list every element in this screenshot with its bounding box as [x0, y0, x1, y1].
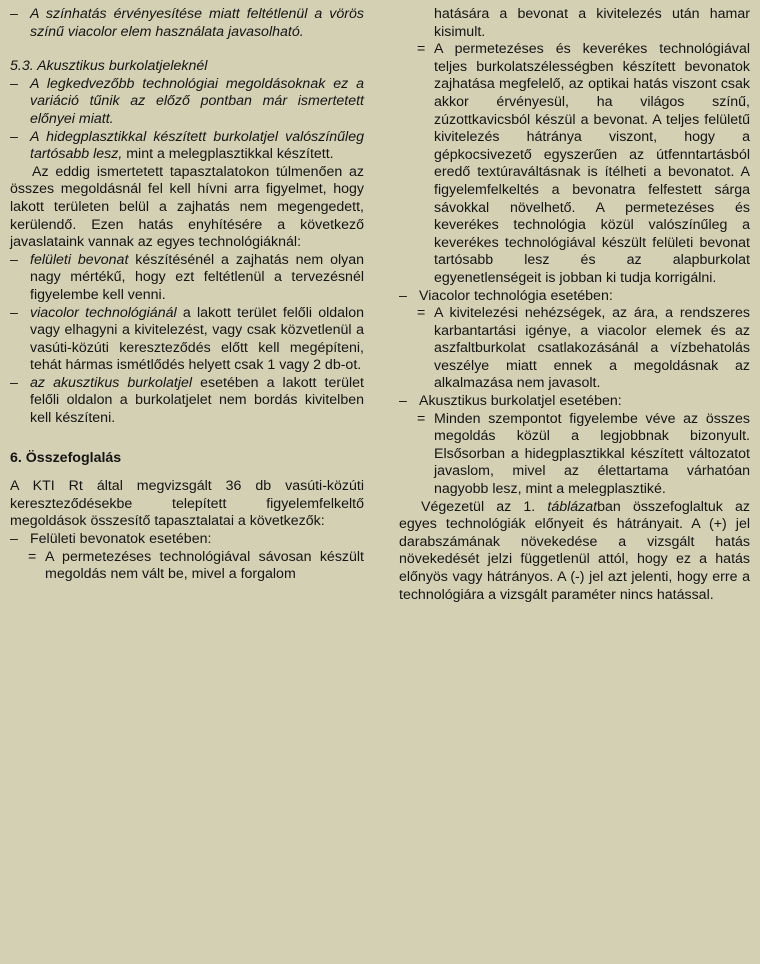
- subitem-continuation: [399, 6, 750, 41]
- bullet-text: Felületi bevonatok esetében:: [30, 531, 212, 548]
- eq-marker: =: [28, 548, 37, 565]
- dash-marker: –: [10, 251, 18, 268]
- dash-marker: –: [10, 304, 18, 321]
- paragraph-noise: Az eddig ismertetett tapasztalatokon túlmenően az összes megoldásnál fel kell hívni arra figyelmet, hogy lakott területen belül a zajhatás nem megengedett, kerülendő. Ezen hatás enyhítésére a következő javaslataink vannak az egyes technológiáknál:: [10, 163, 364, 251]
- bullet-text-italic: az akusztikus burkolatjel: [30, 374, 193, 391]
- bullet-red-viacolor: [10, 6, 364, 41]
- right-column: [399, 6, 750, 604]
- subitem-acoustic-best: [399, 411, 750, 499]
- dash-marker: –: [10, 6, 18, 22]
- dash-marker: –: [10, 531, 18, 548]
- table-reference: táblázat: [547, 498, 598, 515]
- bullet-text-italic: viacolor technológiánál: [30, 304, 177, 321]
- bullet-text: készítésénél a zajhatás nem olyan nagy mértékű, hogy ezt feltétlenül a tervezésnél figyelembe kell venni.: [30, 251, 364, 303]
- bullet-text-italic: A hidegplasztikkal készített burkolatjel valószínűleg tartósabb lesz,: [30, 128, 364, 163]
- section-heading-6: 6. Összefoglalás: [10, 449, 122, 466]
- bullet-cold-plastic: [10, 129, 364, 164]
- bullet-text: A legkedvezőbb technológiai megoldásoknak ez a variáció tűnik az előző pontban már ismertetett előnyei miatt.: [30, 75, 364, 127]
- bullet-text: mint a melegplasztikkal készített.: [122, 146, 334, 163]
- bullet-acoustic: [10, 375, 364, 428]
- subitem-text: Minden szempontot figyelembe véve az összes megoldás közül a legjobbnak bizonyult. Elsősorban a hidegplasztikkal készített változatot javaslom, mivel az élettartama várhatóan nagyobb lesz, mint a melegplasztiké.: [434, 410, 750, 498]
- bullet-surface-coating: [10, 252, 364, 305]
- eq-marker: =: [417, 305, 426, 322]
- dash-marker: –: [399, 393, 407, 410]
- subitem-text: A kivitelezési nehézségek, az ára, a rendszeres karbantartási igénye, a viacolor elemek és az aszfaltburkolat csatlakozásánál a vízbehatolás veszélye miatt ennek a megoldásnak az alkalmazása nem javasolt.: [434, 305, 750, 392]
- bullet-viacolor: [10, 305, 364, 375]
- bullet-text: Akusztikus burkolatjel esetében:: [419, 393, 622, 410]
- bullet-surface-coatings: [10, 531, 364, 549]
- bullet-acoustic-marking: [399, 393, 750, 411]
- bullet-text: A színhatás érvényesítése miatt feltétlenül a vörös színű viacolor elem használata javasolható.: [30, 6, 364, 40]
- bullet-text: a lakott terület felőli oldalon vagy elhagyni a kivitelezést, vagy csak közvetlenül a vasúti-közúti kereszteződés előtt kell megépíteni, tehát hármas ismétlődés helyett csak 1 vagy 2 db-ot.: [30, 304, 364, 374]
- subitem-text: A permetezéses technológiával sávosan készült megoldás nem vált be, mivel a forgalom: [45, 548, 364, 583]
- subitem-full-width: [399, 41, 750, 287]
- eq-marker: =: [417, 41, 426, 58]
- bullet-text-italic: felületi bevonat: [30, 251, 129, 268]
- eq-marker: =: [417, 410, 426, 427]
- paragraph-text: Végezetül az 1.: [421, 498, 548, 515]
- paragraph-table-summary: [399, 499, 750, 605]
- dash-marker: –: [10, 128, 18, 145]
- bullet-text: esetében a lakott terület felőli oldalon a burkolatjelet nem bordás kivitelben kell készíteni.: [30, 374, 364, 427]
- dash-marker: –: [10, 374, 18, 391]
- bullet-viacolor-tech: [399, 288, 750, 306]
- bullet-text: Viacolor technológia esetében:: [419, 287, 613, 304]
- dash-marker: –: [10, 75, 18, 92]
- subitem-text: A permetezéses és keverékes technológiával teljes burkolatszélességben készített bevonatok zajhatása megfelelő, az optikai hatás viszont csak akkor érvényesül, ha világos színű, zúzottkavicsból készül a bevonat. A teljes felületű kivitelezés hátránya viszont, hogy a gépkocsivezető egyszerűen az útfenntartásból eredő textúraváltásnak is ítélheti a bevonatot. A figyelemfelkeltés a bevonatra felfestett sárga sávokkal növelhető. A permetezéses és keverékes technológia közül valószínűleg a keverékes technológiával készült felületi bevonat tartósabb lesz és az alapburkolat egyenetlenségeit is jobban ki tudja korrigálni.: [434, 41, 750, 286]
- bullet-best-variation: [10, 76, 364, 129]
- paragraph-summary: A KTI Rt által megvizsgált 36 db vasúti-közúti kereszteződésekbe telepített figyelemfelkeltő megoldások összesítő tapasztalatai a következők:: [10, 478, 364, 530]
- paragraph-text: ban összefoglaltuk az egyes technológiák előnyeit és hátrányait. A (+) jel darabszámának növekedése a vizsgált hatás növekedését jelzi függetlenül attól, hogy ez a hatás előnyös vagy hátrányos. A (-) jel azt jelenti, hogy erre a technológiára a vizsgált paraméter nincs hatással.: [399, 498, 750, 603]
- section-heading-5-3: 5.3. Akusztikus burkolatjeleknél: [10, 58, 208, 75]
- subitem-text: hatására a bevonat a kivitelezés után hamar kisimult.: [434, 6, 750, 40]
- left-column: [10, 6, 364, 584]
- dash-marker: –: [399, 287, 407, 304]
- subitem-viacolor-difficulties: [399, 305, 750, 393]
- subitem-spray-strip: [10, 549, 364, 584]
